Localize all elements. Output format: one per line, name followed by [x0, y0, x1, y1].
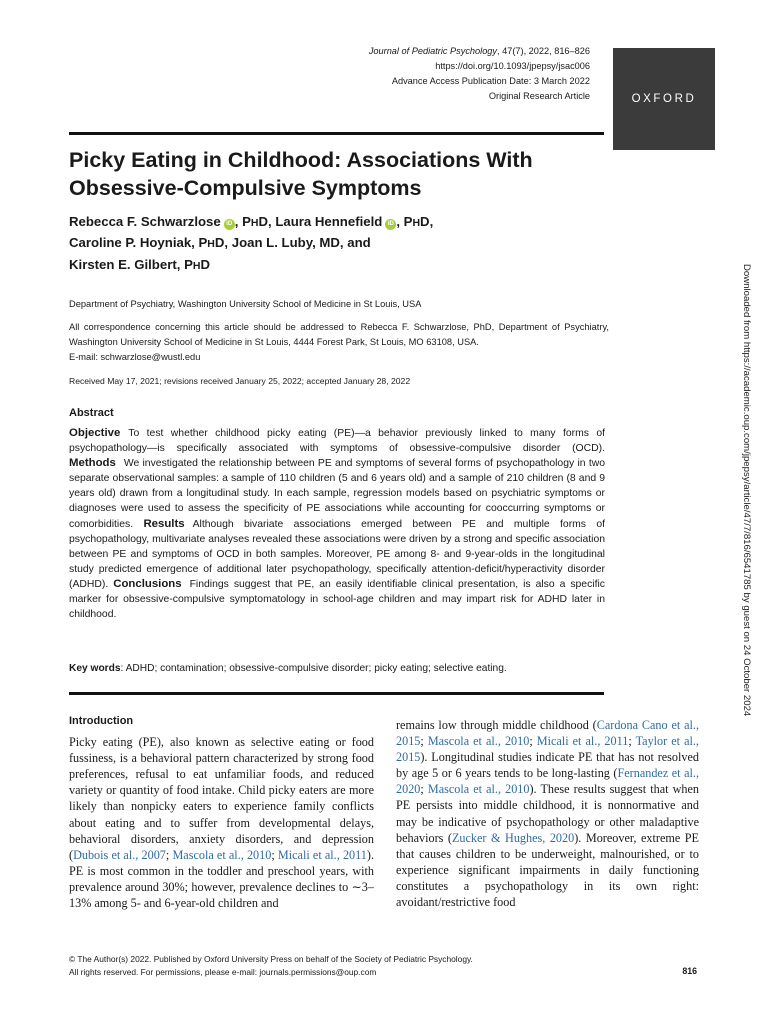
copyright-text: © The Author(s) 2022. Published by Oxford University Press on behalf of the Society of Pediatric Psychology.	[69, 954, 473, 964]
email-link[interactable]: E-mail: schwarzlose@wustl.edu	[69, 352, 201, 362]
publisher-logo-text: OXFORD	[631, 93, 697, 105]
advance-access-date: Advance Access Publication Date: 3 March 2022	[391, 76, 590, 86]
orcid-icon[interactable]: iD	[224, 219, 235, 230]
paragraph: Picky eating (PE), also known as selective eating or food fussiness, is a behavioral pattern characterized by strong food preferences, refusal to eat unfamiliar foods, and reduced variety or quantity of food intake. Child picky eaters are more likely than nonpicky eaters to experience family conflicts about eating and to suffer from developmental delays, behavioral disorders, anxiety disorders, and depression (Dubois et al., 2007; Mascola et al., 2010; Micali et al., 2011). PE is most common in the toddler and preschool years, with prevalence around 30%; however, prevalence declines to ∼3–13% among 5- and 6-year-old children and	[69, 735, 374, 911]
abstract-body	[69, 426, 605, 622]
publisher-logo	[613, 48, 715, 150]
author-name: Kirsten E. Gilbert	[69, 256, 177, 272]
orcid-icon[interactable]: iD	[385, 219, 396, 230]
abstract-rule	[69, 692, 604, 695]
permissions-text: All rights reserved. For permissions, please e-mail: journals.permissions@oup.com	[69, 967, 377, 977]
citation-link[interactable]: Taylor et al., 2015	[396, 734, 699, 765]
methods-text: We investigated the relationship between PE and symptoms of several forms of psychopathology in two separate observational samples: a sample of 110 children (5 and 6 years old) and a sample of 210 children (8 and 9 years old) drawn from a longitudinal study. In each sample, regression models based on psychiatric symptoms or diagnoses were used to assess the specificity of PE associations while accounting for cooccurring symptoms or comorbidities.	[69, 458, 605, 530]
author-name: Joan L. Luby, MD, and	[231, 235, 371, 251]
author-list: Rebecca F. Schwarzlose iD , PHD, Laura Hennefield iD , PHD, Caroline P. Hoyniak, PHD, Joan L. Luby, MD, and Kirsten E. Gilbert, PHD	[69, 214, 434, 272]
degree: PHD	[198, 235, 225, 251]
abstract-heading: Abstract	[69, 407, 114, 419]
affiliation: Department of Psychiatry, Washington University School of Medicine in St Louis, USA	[69, 299, 422, 309]
citation-link[interactable]: Zucker & Hughes, 2020	[451, 830, 575, 845]
citation-link[interactable]: Mascola et al., 2010	[427, 734, 530, 749]
article-title: Picky Eating in Childhood: Associations With Obsessive-Compulsive Symptoms	[69, 148, 533, 200]
journal-volume: , 47(7), 2022, 816–826	[497, 46, 590, 56]
author-name: Laura Hennefield	[275, 214, 383, 229]
author-name: Rebecca F. Schwarzlose	[69, 214, 221, 229]
citation-link[interactable]: Micali et al., 2011	[536, 734, 629, 749]
citation-link[interactable]: Cardona Cano et al., 2015	[396, 718, 699, 749]
journal-meta	[369, 44, 590, 104]
objective-text: To test whether childhood picky eating (PE)—a behavior previously linked to many forms of psychopathology—is specifically associated with symptoms of obsessive-compulsive disorder (OCD).	[69, 428, 605, 455]
body-column-left	[69, 713, 374, 911]
correspondence	[69, 320, 609, 365]
citation-link[interactable]: Micali et al., 2011	[277, 847, 367, 862]
correspondence-text: All correspondence concerning this article should be addressed to Rebecca F. Schwarzlose, PhD, Department of Psychiatry, Washington University School of Medicine in St Louis, 4444 Forest Park, St Louis, MO 63108, USA.	[69, 322, 609, 347]
article-type: Original Research Article	[488, 91, 590, 101]
citation-link[interactable]: Fernandez et al., 2020	[396, 766, 699, 797]
copyright-footer	[69, 953, 473, 979]
results-label: Results	[143, 517, 185, 530]
keywords	[69, 661, 609, 676]
keywords-text: : ADHD; contamination; obsessive-compulsive disorder; picky eating; selective eating.	[120, 663, 507, 674]
body-column-right	[396, 717, 699, 910]
degree: PHD	[184, 256, 210, 272]
download-watermark: Downloaded from https://academic.oup.com/jpepsy/article/47/7/816/6541785 by guest on 24 October 2024	[741, 264, 752, 717]
paragraph: remains low through middle childhood (Cardona Cano et al., 2015; Mascola et al., 2010; Micali et al., 2011; Taylor et al., 2015). Longitudinal studies indicate PE that has not resolved by age 5 or 6 years tends to be long-lasting (Fernandez et al., 2020; Mascola et al., 2010). These results suggest that when PE persists into middle childhood, it is nonnormative and may be indicative of psychopathology or other maladaptive behaviors (Zucker & Hughes, 2020). Moreover, extreme PE that causes children to be underweight, malnourished, or to experience significant impairments in daily functioning constitutes a psychopathology in its own right: avoidant/restrictive food	[396, 718, 699, 910]
received-dates: Received May 17, 2021; revisions received January 25, 2022; accepted January 28, 2022	[69, 376, 411, 386]
header-rule	[69, 132, 604, 135]
degree: PHD	[242, 214, 268, 229]
author-name: Caroline P. Hoyniak	[69, 235, 192, 251]
citation-link[interactable]: Mascola et al., 2010	[427, 782, 530, 797]
results-text: Although bivariate associations emerged between PE and multiple forms of psychopathology, multivariate analyses revealed these associations were driven by a strong and specific association between PE and symptoms of OCD in both samples. Moreover, PE among 8- and 9-year-olds in the longitudinal study predicted emergence of additional later psychopathology, specifically attention-deficit/hyperactivity disorder (ADHD).	[69, 518, 605, 590]
doi-link[interactable]: https://doi.org/10.1093/jpepsy/jsac006	[435, 61, 590, 71]
introduction-heading: Introduction	[69, 715, 134, 727]
conclusions-text: Findings suggest that PE, an easily identifiable clinical presentation, is also a specific marker for obsessive-compulsive symptomatology in school-age children and may impart risk for ADHD later in childhood.	[69, 578, 605, 621]
citation-link[interactable]: Mascola et al., 2010	[172, 847, 272, 862]
citation-link[interactable]: Dubois et al., 2007	[73, 847, 166, 862]
objective-label: Objective	[69, 427, 121, 439]
page-number: 816	[682, 966, 697, 976]
keywords-label: Key words	[69, 663, 121, 674]
journal-name: Journal of Pediatric Psychology	[368, 46, 498, 56]
methods-label: Methods	[69, 457, 116, 470]
conclusions-label: Conclusions	[113, 577, 182, 590]
journal-citation	[369, 44, 590, 59]
degree: PHD	[403, 214, 430, 229]
